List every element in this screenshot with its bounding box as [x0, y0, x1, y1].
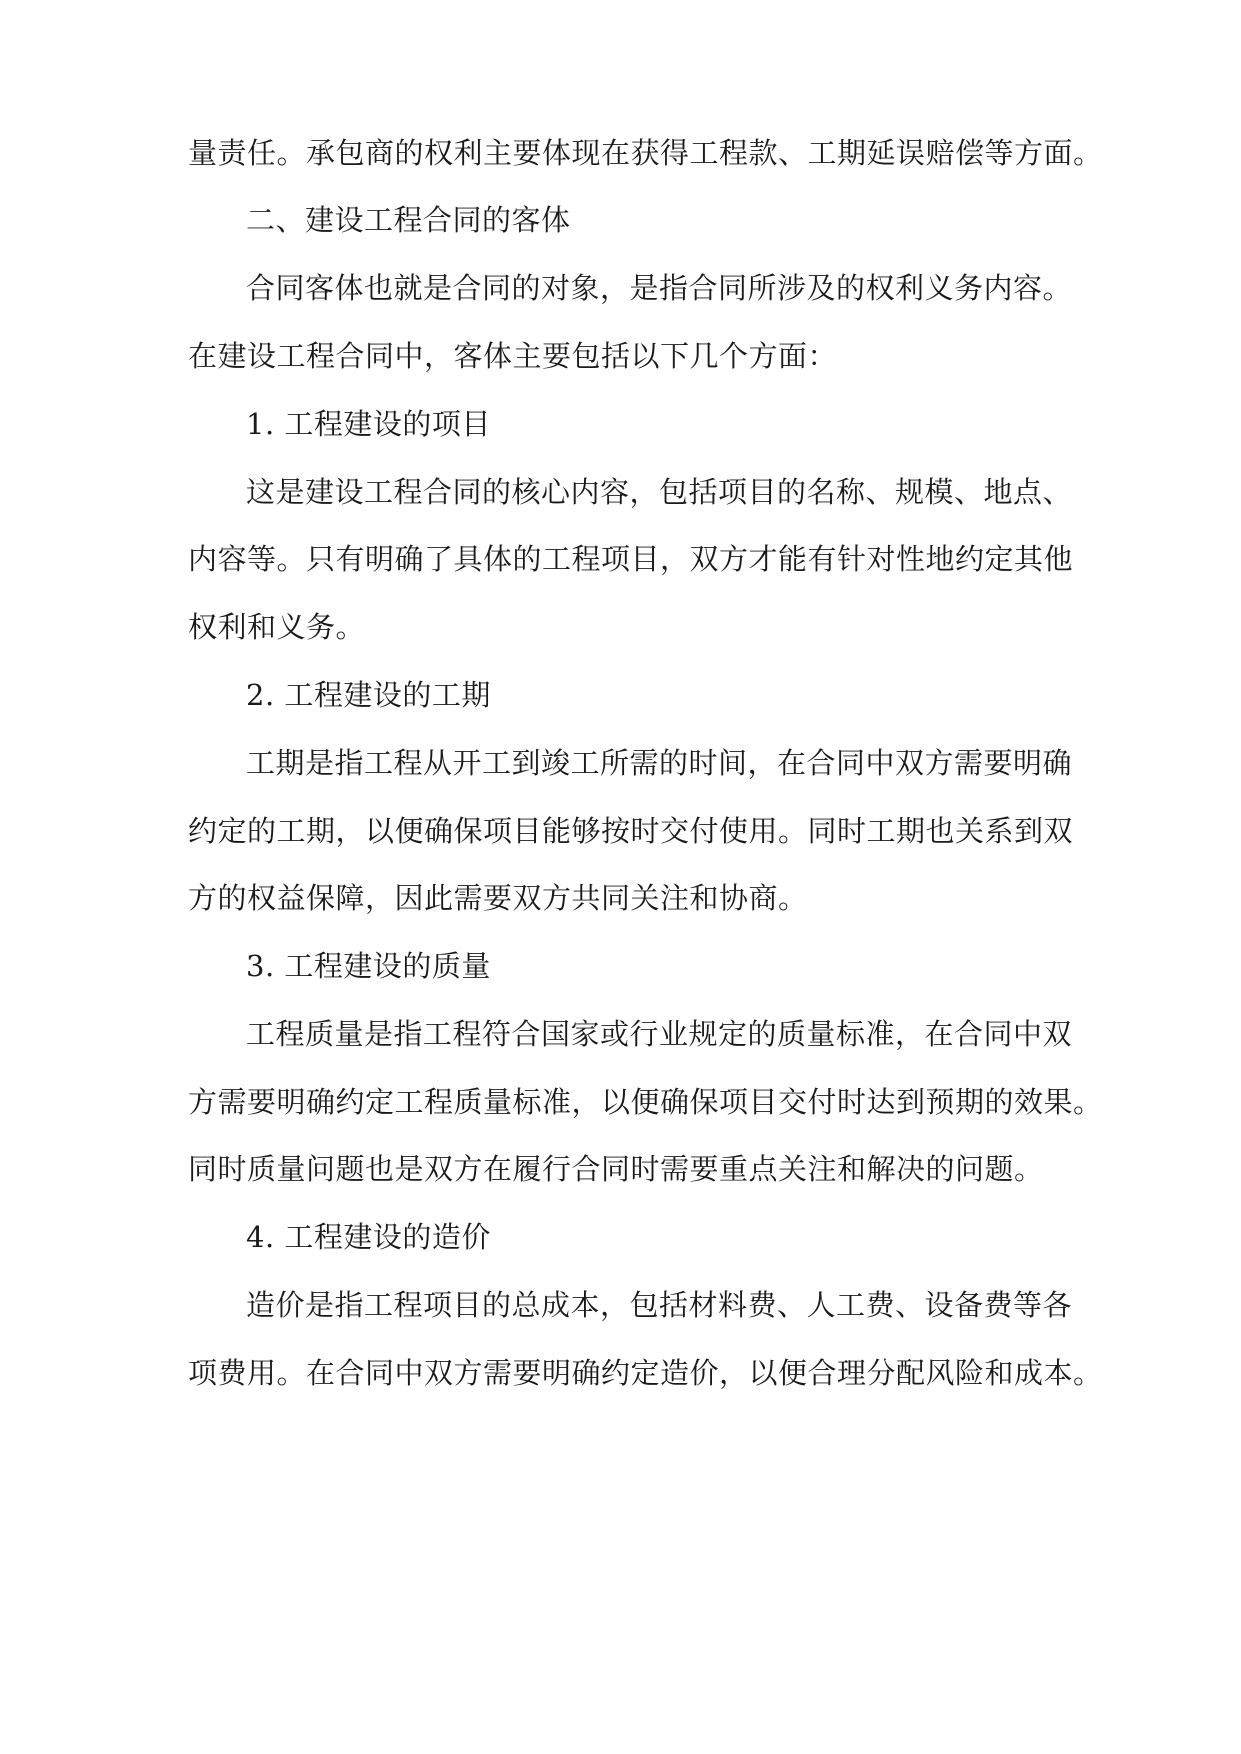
- list-heading: 1. 工程建设的项目: [246, 407, 491, 441]
- list-heading: 2. 工程建设的工期: [246, 678, 491, 712]
- paragraph-line: 项费用。在合同中双方需要明确约定造价，以便合理分配风险和成本。: [188, 1356, 1103, 1390]
- paragraph-line: 工程质量是指工程符合国家或行业规定的质量标准，在合同中双: [246, 1017, 1073, 1051]
- paragraph-line: 同时质量问题也是双方在履行合同时需要重点关注和解决的问题。: [188, 1152, 1044, 1186]
- paragraph-line: 内容等。只有明确了具体的工程项目，双方才能有针对性地约定其他: [188, 542, 1074, 576]
- paragraph-line: 造价是指工程项目的总成本，包括材料费、人工费、设备费等各: [246, 1288, 1073, 1322]
- paragraph-line: 工期是指工程从开工到竣工所需的时间，在合同中双方需要明确: [246, 746, 1073, 780]
- list-heading: 3. 工程建设的质量: [246, 949, 491, 983]
- paragraph-line: 约定的工期，以便确保项目能够按时交付使用。同时工期也关系到双: [188, 814, 1074, 848]
- paragraph-line: 量责任。承包商的权利主要体现在获得工程款、工期延误赔偿等方面。: [188, 136, 1103, 170]
- paragraph-line: 这是建设工程合同的核心内容，包括项目的名称、规模、地点、: [246, 475, 1073, 509]
- section-heading: 二、建设工程合同的客体: [246, 203, 571, 237]
- paragraph-line: 方的权益保障，因此需要双方共同关注和协商。: [188, 881, 808, 915]
- paragraph-line: 方需要明确约定工程质量标准，以便确保项目交付时达到预期的效果。: [188, 1085, 1103, 1119]
- list-heading: 4. 工程建设的造价: [246, 1220, 491, 1254]
- paragraph-line: 在建设工程合同中，客体主要包括以下几个方面：: [188, 339, 838, 373]
- paragraph-line: 权利和义务。: [188, 610, 366, 644]
- paragraph-line: 合同客体也就是合同的对象，是指合同所涉及的权利义务内容。: [246, 271, 1073, 305]
